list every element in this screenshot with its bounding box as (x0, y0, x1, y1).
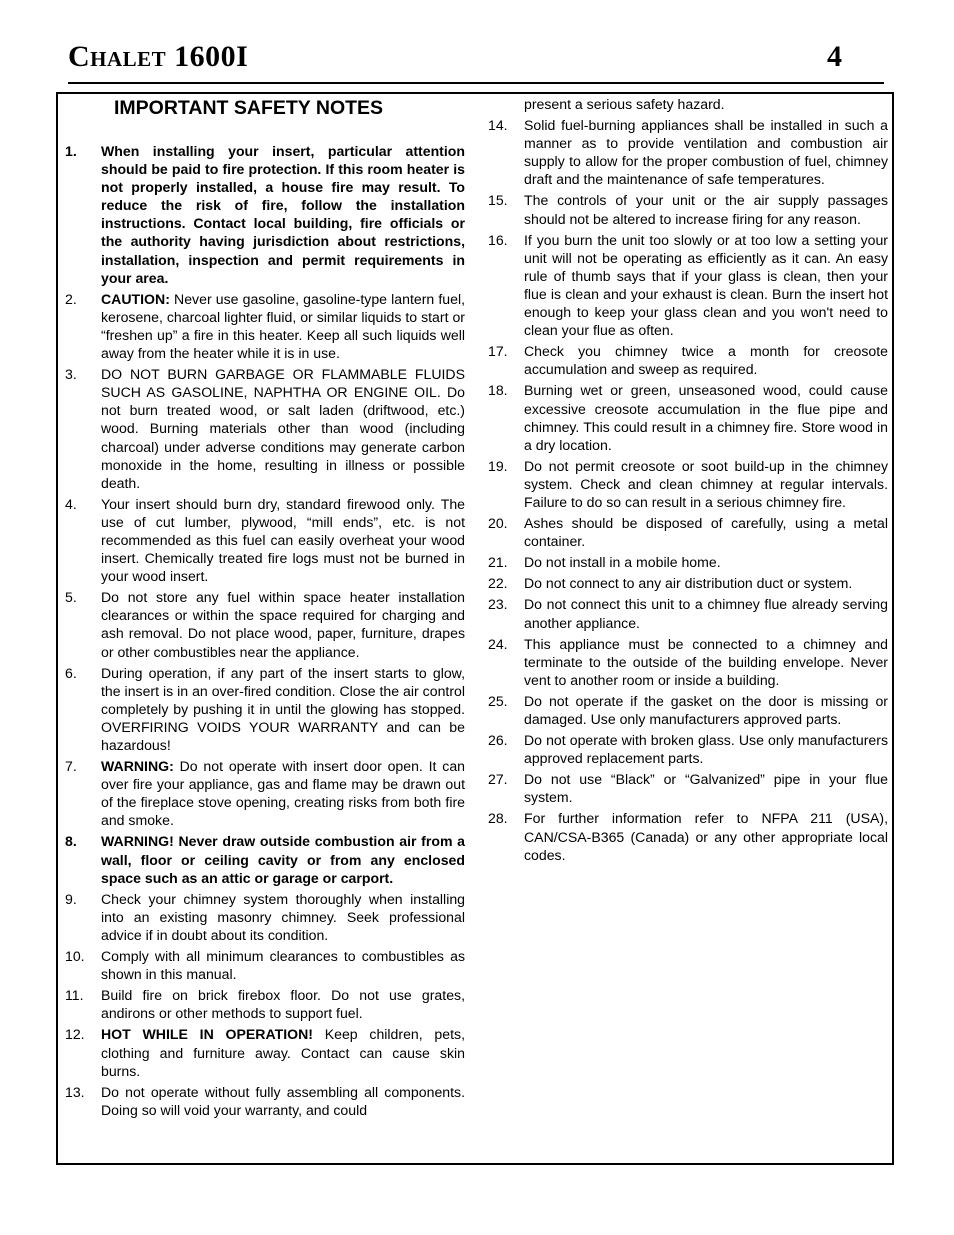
item-number: 17. (488, 343, 508, 360)
item-number: 28. (488, 810, 508, 827)
safety-note-item (488, 342, 888, 378)
left-notes-list (65, 142, 465, 1119)
safety-note-item (65, 664, 465, 754)
item-text: Do not permit creosote or soot build-up in the chimney system. Check and clean chimney at regular intervals. Failure to do so can result in a serious chimney fire. (524, 457, 888, 510)
right-column (488, 94, 888, 867)
item-text: WARNING! Never draw outside combustion air from a wall, floor or ceiling cavity or from any enclosed space such as an attic or garage or carport. (101, 833, 465, 886)
item-text: Check your chimney system thoroughly when installing into an existing masonry chimney. Seek professional advice if in doubt about its condition. (101, 890, 465, 943)
item-text: Do not operate if the gasket on the door is missing or damaged. Use only manufacturers approved parts. (524, 692, 888, 727)
safety-note-item (65, 290, 465, 362)
item-number: 7. (65, 758, 77, 775)
safety-note-item (488, 514, 888, 550)
item-number: 5. (65, 589, 77, 606)
item-lead: WARNING: (101, 758, 174, 775)
safety-note-item (65, 142, 465, 287)
item-number: 11. (65, 987, 84, 1004)
item-text: Build fire on brick firebox floor. Do not use grates, andirons or other methods to support fuel. (101, 987, 465, 1022)
item-text: DO NOT BURN GARBAGE OR FLAMMABLE FLUIDS SUCH AS GASOLINE, NAPHTHA OR ENGINE OIL. Do not burn treated wood, or salt laden (driftwood, etc.) wood. Burning materials other than wood (including charcoal) under adverse conditions may generate carbon monoxide in the home, resulting in illness or possible death. (101, 366, 465, 491)
item-text: Do not connect this unit to a chimney flue already serving another appliance. (524, 596, 888, 631)
safety-note-item (488, 231, 888, 340)
item-number: 12. (65, 1026, 85, 1043)
item-text: Check you chimney twice a month for creosote accumulation and sweep as required. (524, 343, 888, 378)
safety-note-item (65, 890, 465, 944)
item-number: 10. (65, 948, 85, 965)
safety-note-item (65, 986, 465, 1022)
item-number: 26. (488, 732, 508, 749)
item-number: 3. (65, 366, 77, 383)
safety-note-item (65, 947, 465, 983)
item-text: Keep children, pets, clothing and furniture away. Contact can cause skin burns. (101, 1026, 465, 1079)
item-number: 27. (488, 771, 508, 788)
safety-note-item (65, 832, 465, 886)
item-number: 18. (488, 382, 508, 399)
item-number: 14. (488, 117, 508, 134)
item-number: 13. (65, 1083, 85, 1100)
item-text: Do not install in a mobile home. (524, 554, 721, 571)
safety-note-item (488, 457, 888, 511)
safety-note-item (488, 553, 888, 571)
safety-note-item (65, 588, 465, 660)
continuation-text: present a serious safety hazard. (524, 96, 725, 112)
item-number: 2. (65, 290, 77, 307)
item-text: During operation, if any part of the insert starts to glow, the insert is in an over-fired condition. Close the air control completely by pushing it in until the glowing has stopped. OVERFIRING VOIDS YOUR WARRANTY and can be hazardous! (101, 664, 465, 753)
item-text: For further information refer to NFPA 211 (USA), CAN/CSA-B365 (Canada) or any other appropriate local codes. (524, 810, 888, 863)
safety-note-item (65, 1025, 465, 1079)
item-number: 16. (488, 231, 508, 248)
item-lead: CAUTION: (101, 290, 170, 307)
item-number: 21. (488, 554, 508, 571)
item-text: Do not use “Black” or “Galvanized” pipe in your flue system. (524, 771, 888, 806)
item-number: 19. (488, 457, 508, 474)
item-number: 1. (65, 143, 77, 159)
safety-note-item (65, 757, 465, 829)
safety-note-item (65, 1083, 465, 1119)
item-text: Do not operate without fully assembling all components. Doing so will void your warranty, and could (101, 1083, 465, 1118)
item-text: The controls of your unit or the air supply passages should not be altered to increase firing for any reason. (524, 192, 888, 227)
safety-note-item (488, 809, 888, 863)
safety-note-item (488, 381, 888, 453)
item-lead: HOT WHILE IN OPERATION! (101, 1026, 313, 1043)
item-number: 25. (488, 692, 508, 709)
item-text: Do not store any fuel within space heater installation clearances or within the space required for charging and ash removal. Do not place wood, paper, furniture, drapes or other combustibles near the appliance. (101, 589, 465, 660)
item-number: 22. (488, 575, 508, 592)
item-text: Your insert should burn dry, standard firewood only. The use of cut lumber, plywood, “mill ends”, etc. is not recommended as this fuel can easily overheat your wood insert. Chemically treated fire logs must not be burned in your wood insert. (101, 495, 465, 585)
safety-note-item (488, 116, 888, 188)
safety-note-item (488, 731, 888, 767)
item-number: 15. (488, 192, 508, 209)
safety-note-item (488, 595, 888, 631)
item-number: 8. (65, 833, 77, 850)
item-number: 4. (65, 495, 77, 512)
safety-note-item (488, 191, 888, 227)
item-number: 6. (65, 664, 77, 681)
item-text: Comply with all minimum clearances to combustibles as shown in this manual. (101, 948, 465, 983)
safety-note-item (488, 574, 888, 592)
safety-note-item (65, 365, 465, 492)
header-rule (68, 82, 884, 84)
item-text: Never use gasoline, gasoline-type lantern fuel, kerosene, charcoal lighter fluid, or similar liquids to start or “freshen up” a fire in this heater. Keep all such liquids well away from the heater while it is in use. (101, 290, 465, 362)
item-text: When installing your insert, particular attention should be paid to fire protection. If this room heater is not properly installed, a house fire may result. To reduce the risk of fire, follow the installation instructions. Contact local building, fire officials or the authority having jurisdiction about restrictions, installation, inspection and permit requirements in your area. (101, 143, 465, 286)
section-heading: IMPORTANT SAFETY NOTES (114, 97, 384, 119)
page-number: 4 (827, 40, 842, 73)
safety-note-item (65, 495, 465, 585)
item-number: 9. (65, 890, 77, 907)
safety-note-item (488, 692, 888, 728)
item-text: Do not connect to any air distribution duct or system. (524, 575, 853, 592)
safety-note-item (488, 770, 888, 806)
item-text: Burning wet or green, unseasoned wood, could cause excessive creosote accumulation in the flue pipe and chimney. This could result in a chimney fire. Store wood in a dry location. (524, 382, 888, 453)
item-text: Solid fuel-burning appliances shall be installed in such a manner as to provide ventilation and combustion air supply to allow for the proper combustion of fuel, chimney draft and the maintenance of safe temperatures. (524, 117, 888, 188)
left-column (65, 94, 465, 1122)
item-number: 20. (488, 515, 508, 532)
item-text: Do not operate with broken glass. Use only manufacturers approved replacement parts. (524, 732, 888, 767)
page-header (68, 40, 884, 82)
item-text: Ashes should be disposed of carefully, using a metal container. (524, 515, 888, 550)
safety-note-item (488, 635, 888, 689)
right-notes-list (488, 116, 888, 864)
document-title: Chalet 1600I (68, 40, 249, 73)
item-text: This appliance must be connected to a chimney and terminate to the outside of the building envelope. Never vent to another room or inside a building. (524, 635, 888, 688)
item-text: If you burn the unit too slowly or at too low a setting your unit will not be operating as efficiently as it can. An easy rule of thumb says that if your glass is clean, then your flue is clean and your exhaust is clean. Burn the insert hot enough to keep your glass clean and you won't need to clean your flue as often. (524, 231, 888, 339)
item-number: 23. (488, 596, 508, 613)
item-text: Do not operate with insert door open. It can over fire your appliance, gas and flame may be drawn out of the fireplace stove opening, creating risks from both fire and smoke. (101, 758, 465, 829)
safety-notes-box (56, 92, 894, 1165)
item-number: 24. (488, 635, 508, 652)
